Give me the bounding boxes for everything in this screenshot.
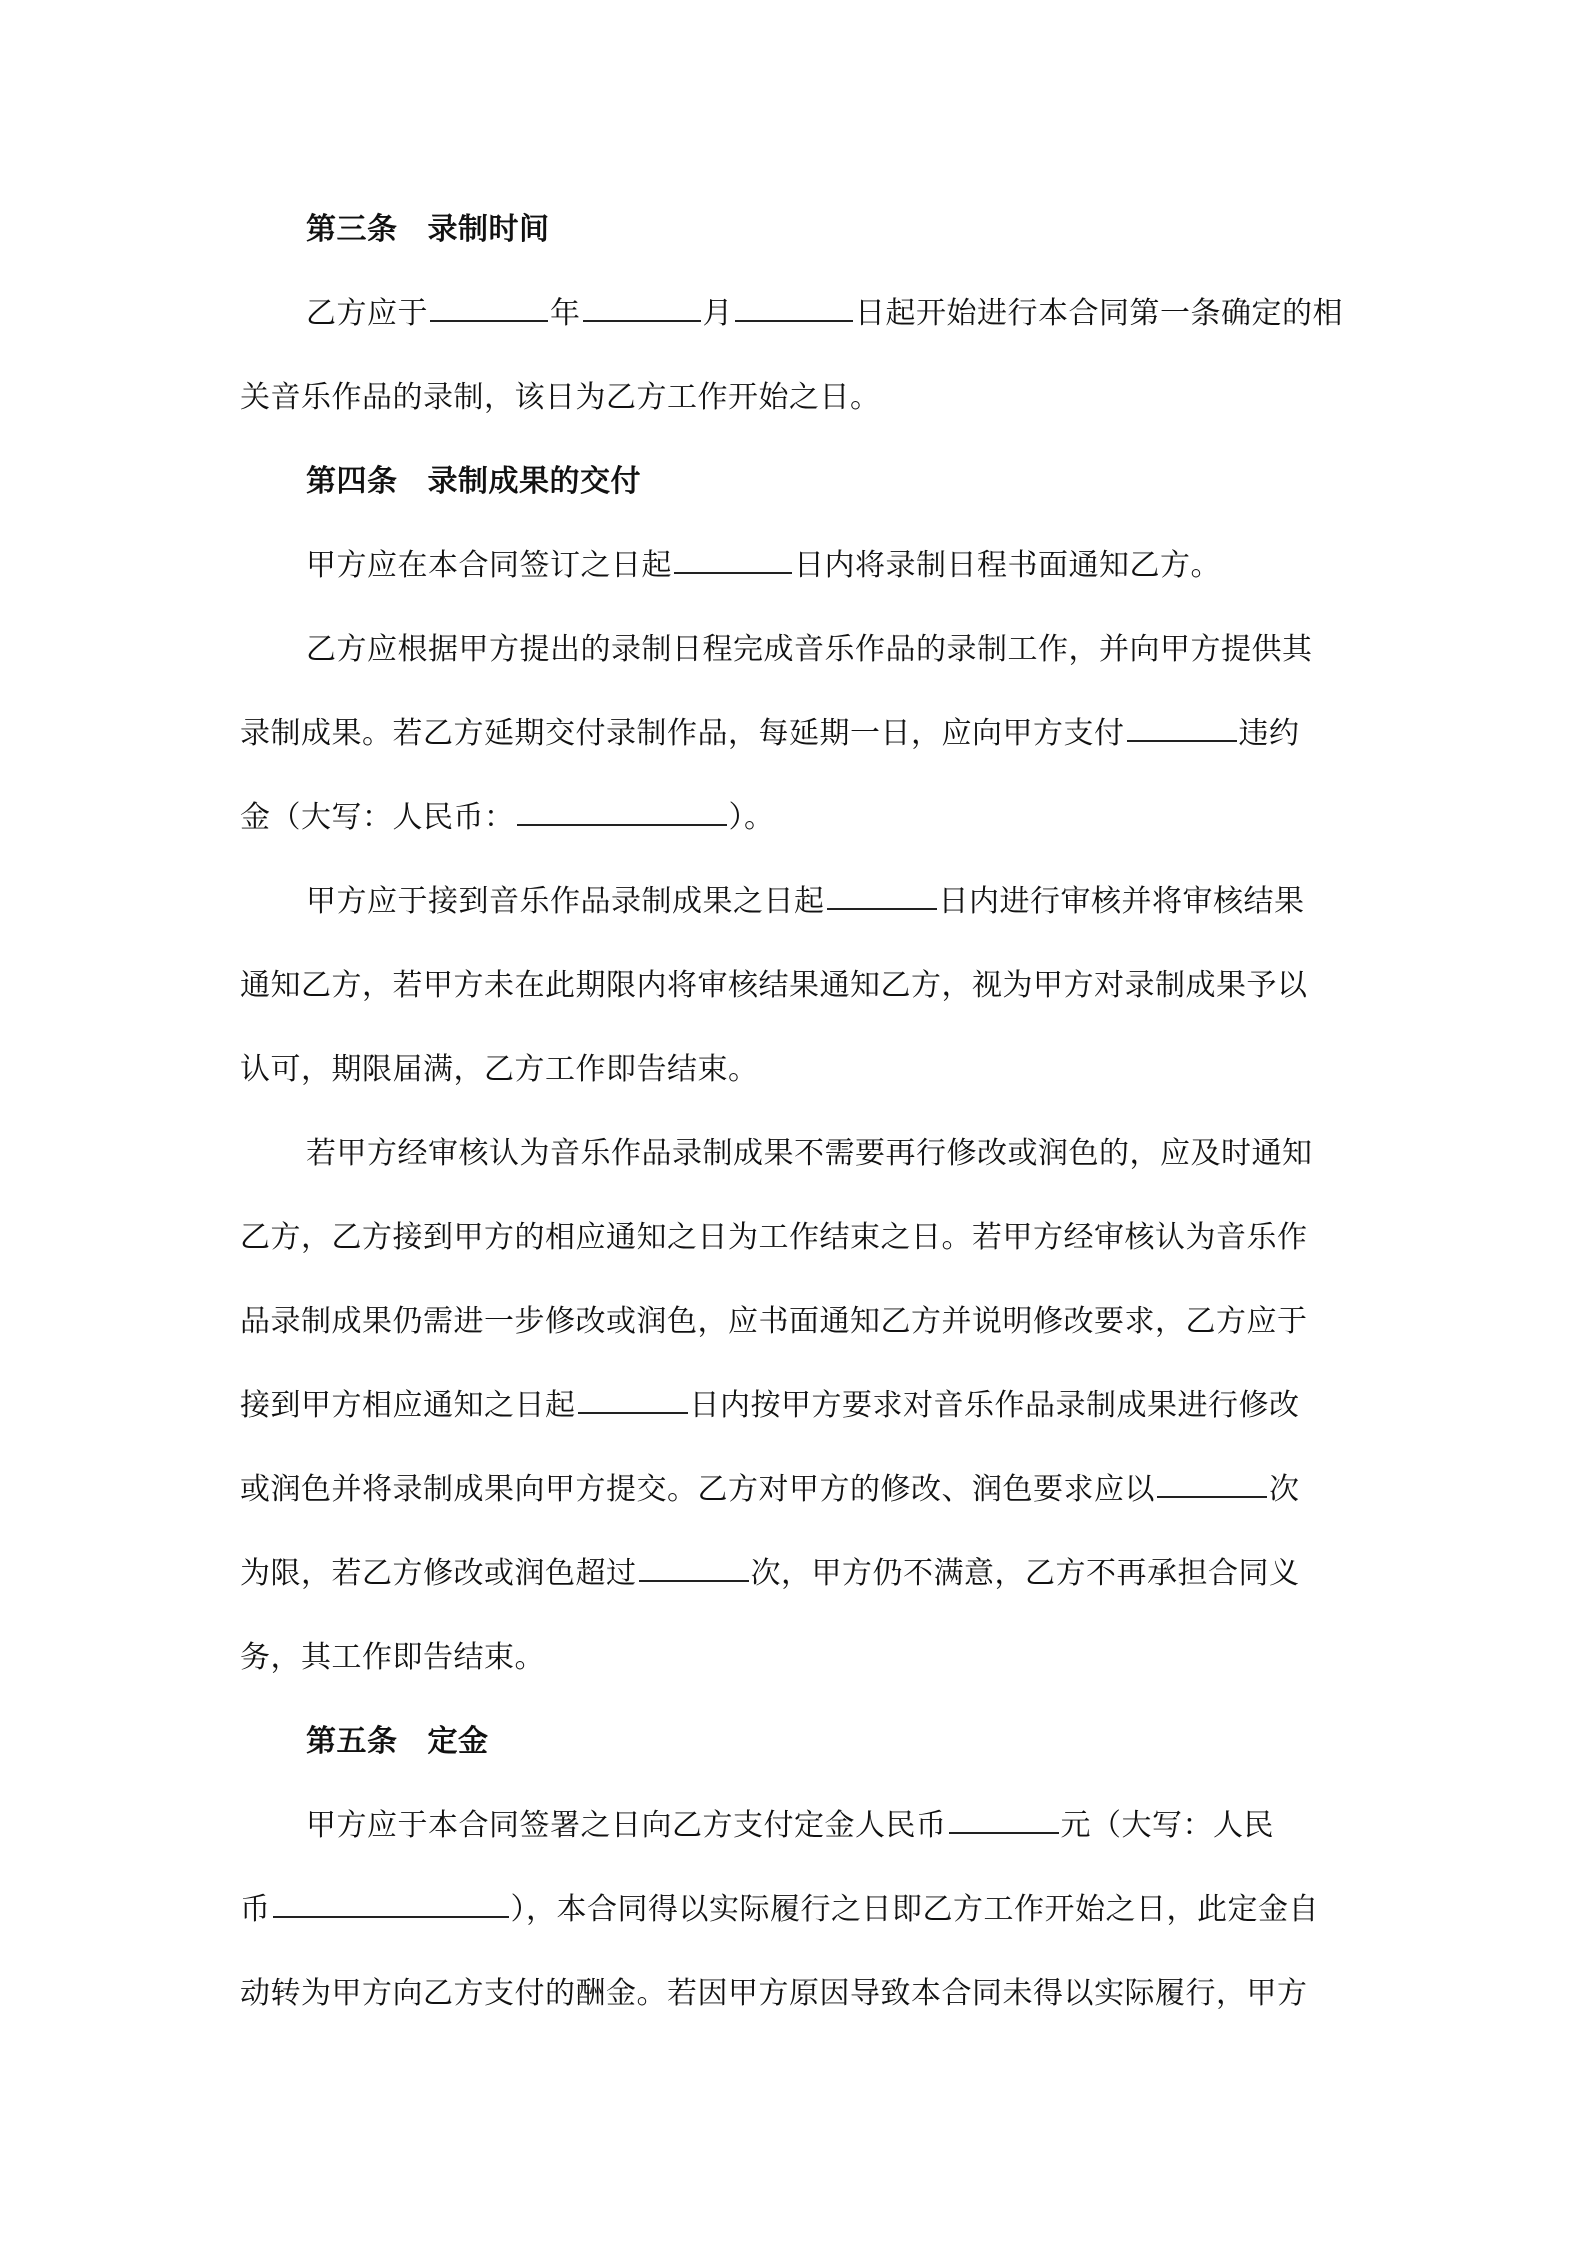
article-3-title: 录制时间 — [427, 212, 550, 247]
article-4-p4-line7: 务，其工作即告结束。 — [240, 1640, 545, 1675]
article-4-p4-line6 — [240, 1544, 1300, 1604]
text-segment: ），本合同得以实际履行之日即乙方工作开始之日，此定金自 — [510, 1892, 1319, 1927]
article-4-p4-line2: 乙方，乙方接到甲方的相应通知之日为工作结束之日。若甲方经审核认为音乐作 — [240, 1220, 1308, 1255]
article-4-number: 第四条 — [306, 464, 398, 499]
article-4-p4-line3: 品录制成果仍需进一步修改或润色，应书面通知乙方并说明修改要求，乙方应于 — [240, 1304, 1308, 1339]
article-5-title: 定金 — [427, 1724, 489, 1759]
deposit-amount-blank — [949, 1796, 1059, 1834]
rmb-uppercase-blank — [517, 788, 727, 826]
text-segment: 金（大写：人民币： — [240, 800, 515, 835]
article-4-p3-line3: 认可，期限届满，乙方工作即告结束。 — [240, 1052, 759, 1087]
article-5-p1-line2 — [240, 1880, 1319, 1940]
text-segment: 日起开始进行本合同第一条确定的相 — [855, 296, 1343, 331]
text-segment: 接到甲方相应通知之日起 — [240, 1388, 576, 1423]
article-4-p4-line4 — [240, 1376, 1300, 1436]
revision-days-blank — [578, 1376, 688, 1414]
days-blank — [674, 536, 792, 574]
article-4-p4-line1: 若甲方经审核认为音乐作品录制成果不需要再行修改或润色的，应及时通知 — [306, 1136, 1313, 1171]
article-4-p3-line1 — [240, 872, 1305, 932]
text-segment: 日内将录制日程书面通知乙方。 — [794, 548, 1221, 583]
article-5-heading — [240, 1712, 489, 1772]
article-5-p1-line3: 动转为甲方向乙方支付的酬金。若因甲方原因导致本合同未得以实际履行，甲方 — [240, 1976, 1308, 2011]
text-segment: 录制成果。若乙方延期交付录制作品，每延期一日，应向甲方支付 — [240, 716, 1125, 751]
text-segment: 违约 — [1238, 716, 1300, 751]
article-3-p1-line1 — [240, 284, 1343, 344]
text-segment: 甲方应在本合同签订之日起 — [306, 548, 672, 583]
text-segment: 元（大写：人民 — [1060, 1808, 1274, 1843]
text-segment: 日内按甲方要求对音乐作品录制成果进行修改 — [689, 1388, 1300, 1423]
article-4-p2-line2 — [240, 704, 1300, 764]
text-segment: 为限，若乙方修改或润色超过 — [240, 1556, 637, 1591]
text-segment: 次 — [1269, 1472, 1300, 1507]
text-segment: 日内进行审核并将审核结果 — [938, 884, 1305, 919]
article-4-p2-line1: 乙方应根据甲方提出的录制日程完成音乐作品的录制工作，并向甲方提供其 — [306, 632, 1313, 667]
penalty-blank — [1127, 704, 1237, 742]
article-4-p1-line1 — [240, 536, 1221, 596]
deposit-uppercase-blank — [273, 1880, 509, 1918]
day-blank — [735, 284, 853, 322]
article-3-number: 第三条 — [306, 212, 398, 247]
text-segment: 甲方应于接到音乐作品录制成果之日起 — [306, 884, 825, 919]
article-3-heading — [240, 200, 550, 260]
text-segment: 币 — [240, 1892, 271, 1927]
month-blank — [583, 284, 701, 322]
article-4-title: 录制成果的交付 — [427, 464, 641, 499]
text-segment: 年 — [550, 296, 581, 331]
revision-exceed-blank — [639, 1544, 749, 1582]
review-days-blank — [827, 872, 937, 910]
article-4-p2-line3 — [240, 788, 775, 848]
text-segment: 次，甲方仍不满意，乙方不再承担合同义 — [750, 1556, 1300, 1591]
text-segment: 乙方应于 — [306, 296, 428, 331]
year-blank — [430, 284, 548, 322]
article-4-p4-line5 — [240, 1460, 1300, 1520]
revision-limit-blank — [1157, 1460, 1267, 1498]
article-4-p3-line2: 通知乙方，若甲方未在此期限内将审核结果通知乙方，视为甲方对录制成果予以 — [240, 968, 1308, 1003]
text-segment: ）。 — [728, 800, 775, 835]
text-segment: 甲方应于本合同签署之日向乙方支付定金人民币 — [306, 1808, 947, 1843]
article-5-number: 第五条 — [306, 1724, 398, 1759]
text-segment: 月 — [702, 296, 733, 331]
text-segment: 或润色并将录制成果向甲方提交。乙方对甲方的修改、润色要求应以 — [240, 1472, 1155, 1507]
article-5-p1-line1 — [240, 1796, 1274, 1856]
article-4-heading — [240, 452, 641, 512]
article-3-p1-line2: 关音乐作品的录制，该日为乙方工作开始之日。 — [240, 380, 881, 415]
